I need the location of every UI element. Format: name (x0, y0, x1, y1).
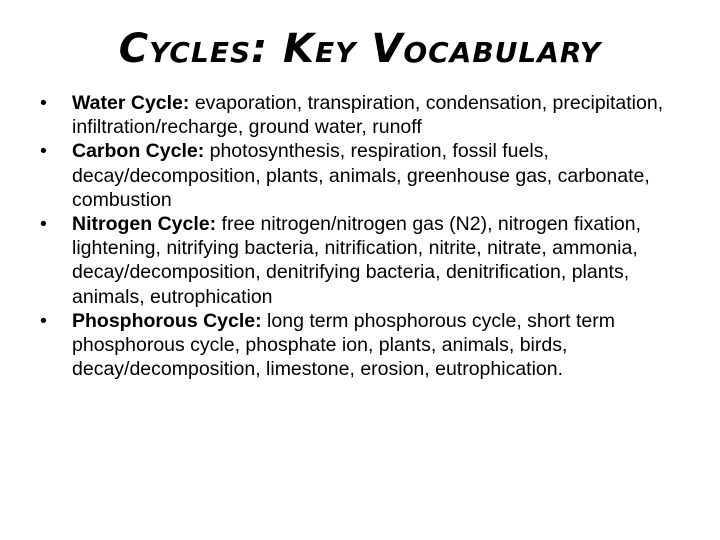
slide-title: Cycles: Key Vocabulary (118, 26, 602, 72)
term-label: Carbon Cycle: (72, 140, 205, 163)
bullet-icon: • (40, 309, 47, 332)
list-item-carbon-cycle (40, 139, 700, 212)
bullet-icon: • (40, 213, 47, 236)
term-label: Water Cycle: (72, 92, 190, 114)
definition-text: photosynthesis, respiration, fossil fuels, decay/decomposition, plants, animals, greenhouse gas, carbonate, combustion (72, 140, 650, 211)
definition-text: long term phosphorous cycle, short term phosphorous cycle, phosphate ion, plants, animals, birds, decay/decomposition, limestone, erosion, eutrophication. (72, 309, 615, 381)
definition-text: evaporation, transpiration, condensation, precipitation, infiltration/recharge, ground water, runoff (72, 92, 664, 139)
list-item-nitrogen-cycle (40, 212, 700, 309)
term-label: Nitrogen Cycle: (72, 213, 217, 236)
list-item-phosphorous-cycle (40, 309, 700, 382)
bullet-icon: • (40, 140, 47, 163)
list-item-water-cycle (40, 91, 700, 139)
bullet-icon: • (40, 92, 47, 114)
definition-text: free nitrogen/nitrogen gas (N2), nitrogen fixation, lightening, nitrifying bacteria, nitrification, nitrite, nitrate, ammonia, decay/decomposition, denitrifying bacteria, denitrification, plants, animals, eutrophication (72, 213, 642, 308)
term-label: Phosphorous Cycle: (72, 309, 262, 332)
vocabulary-list (40, 91, 700, 381)
